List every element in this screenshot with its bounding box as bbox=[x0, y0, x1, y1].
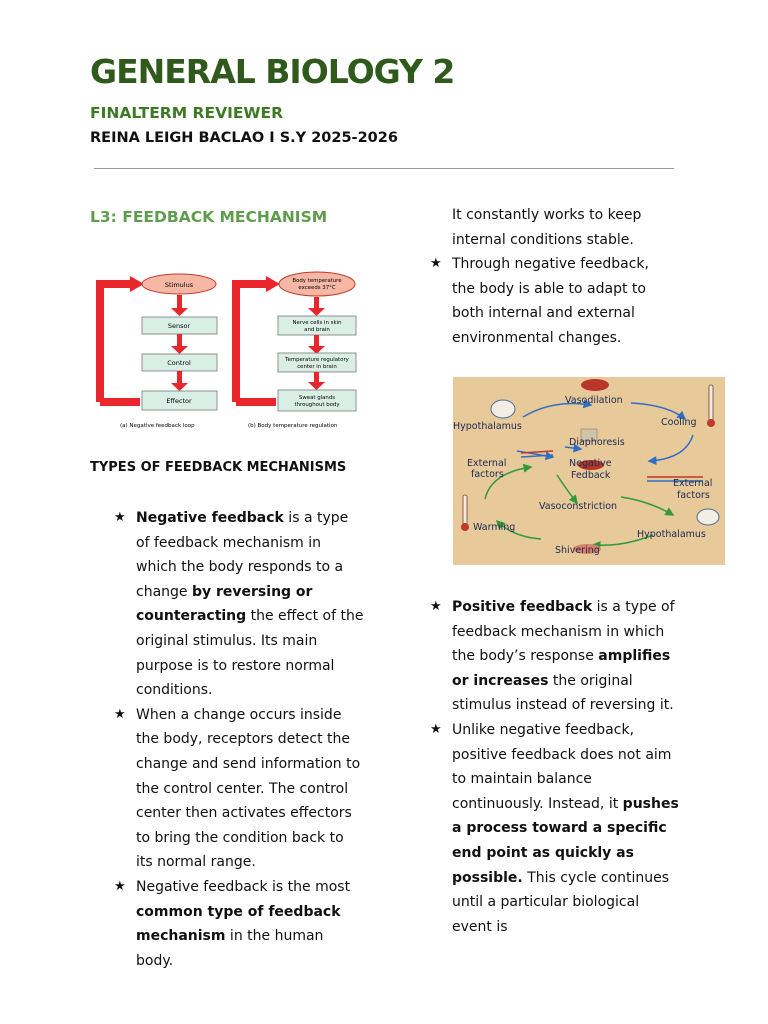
continuation-text: It constantly works to keep internal conditions stable. bbox=[452, 207, 642, 248]
bullet-adapt: ★ Through negative feedback, the body is able to adapt to both internal and external environmental changes. bbox=[430, 252, 675, 350]
blood-vessel-icon bbox=[581, 379, 609, 391]
svg-text:Vasoconstriction: Vasoconstriction bbox=[539, 501, 618, 512]
types-heading: TYPES OF FEEDBACK MECHANISMS bbox=[90, 460, 347, 475]
svg-text:throughout body: throughout body bbox=[294, 402, 340, 408]
svg-text:factors: factors bbox=[677, 490, 710, 501]
svg-text:External: External bbox=[467, 458, 507, 469]
svg-text:factors: factors bbox=[471, 469, 504, 480]
svg-text:Nerve cells in skin: Nerve cells in skin bbox=[292, 320, 342, 326]
svg-text:Shivering: Shivering bbox=[555, 545, 600, 556]
divider bbox=[94, 168, 674, 169]
star-icon: ★ bbox=[430, 599, 442, 614]
svg-text:Fedback: Fedback bbox=[571, 470, 611, 481]
brain-icon bbox=[491, 400, 515, 418]
svg-text:Sweat glands: Sweat glands bbox=[298, 395, 336, 401]
svg-text:Warming: Warming bbox=[473, 522, 516, 533]
svg-text:exceeds 37°C: exceeds 37°C bbox=[298, 285, 336, 291]
right-column-bottom bbox=[430, 595, 680, 939]
star-icon: ★ bbox=[114, 510, 126, 525]
loop-a-effector: Effector bbox=[166, 397, 192, 405]
star-icon: ★ bbox=[114, 706, 126, 722]
svg-text:Negative: Negative bbox=[569, 458, 612, 469]
loop-a-control: Control bbox=[167, 359, 191, 367]
svg-text:and brain: and brain bbox=[304, 327, 330, 333]
thermoregulation-figure bbox=[453, 377, 725, 565]
section-title: L3: FEEDBACK MECHANISM bbox=[90, 208, 328, 226]
bullet-positive-feedback-contrast: ★ Unlike negative feedback, positive feedback does not aim to maintain balance continuously. Instead, it pushes a process toward a specific end point as quickly as possible. This cycle continues until a particular biological event is bbox=[430, 718, 680, 939]
svg-text:Hypothalamus: Hypothalamus bbox=[637, 529, 706, 540]
loop-a-sensor: Sensor bbox=[167, 322, 191, 330]
star-icon: ★ bbox=[430, 256, 442, 272]
svg-text:External: External bbox=[673, 478, 713, 489]
star-icon: ★ bbox=[114, 878, 126, 894]
right-column-top bbox=[430, 203, 675, 351]
document-subtitle: FINALTERM REVIEWER bbox=[90, 104, 284, 122]
caption-a: (a) Negative feedback loop bbox=[120, 423, 195, 429]
bullet-positive-feedback-definition: ★ Positive feedback is a type of feedback mechanism in which the body’s response amplifies or increases the original stimulus instead of reversing it. bbox=[430, 595, 680, 718]
thermometer-icon bbox=[709, 385, 713, 421]
loop-a-stimulus: Stimulus bbox=[164, 281, 194, 289]
star-icon: ★ bbox=[430, 721, 442, 737]
svg-text:Hypothalamus: Hypothalamus bbox=[453, 421, 522, 432]
svg-text:center in brain: center in brain bbox=[297, 364, 337, 370]
loop-b bbox=[236, 272, 356, 429]
svg-text:Temperature regulatory: Temperature regulatory bbox=[285, 357, 349, 363]
svg-text:Vasodilation: Vasodilation bbox=[565, 395, 623, 406]
bullet-negative-feedback-common: ★ Negative feedback is the most common type of feedback mechanism in the human body. bbox=[114, 875, 364, 973]
brain-icon bbox=[697, 509, 719, 525]
loop-a bbox=[100, 274, 217, 429]
document-title: GENERAL BIOLOGY 2 bbox=[90, 52, 455, 91]
bullet-negative-feedback-definition: ★ Negative feedback is a type of feedback mechanism in which the body responds to a change by reversing or counteracting the effect of the original stimulus. Its main purpose is to restore normal conditions. bbox=[114, 506, 364, 703]
caption-b: (b) Body temperature regulation bbox=[248, 423, 338, 429]
svg-text:Body temperature: Body temperature bbox=[292, 278, 342, 284]
svg-text:Cooling: Cooling bbox=[661, 417, 697, 428]
thermometer-icon bbox=[463, 495, 467, 525]
svg-text:Diaphoresis: Diaphoresis bbox=[569, 437, 625, 448]
negative-feedback-loop-figure bbox=[90, 262, 362, 434]
author-line: REINA LEIGH BACLAO I S.Y 2025-2026 bbox=[90, 130, 398, 146]
left-column bbox=[114, 506, 364, 973]
bullet-negative-feedback-process: ★ When a change occurs inside the body, receptors detect the change and send information to the control center. The control center then activates effectors to bring the condition back to its normal range. bbox=[114, 703, 364, 875]
